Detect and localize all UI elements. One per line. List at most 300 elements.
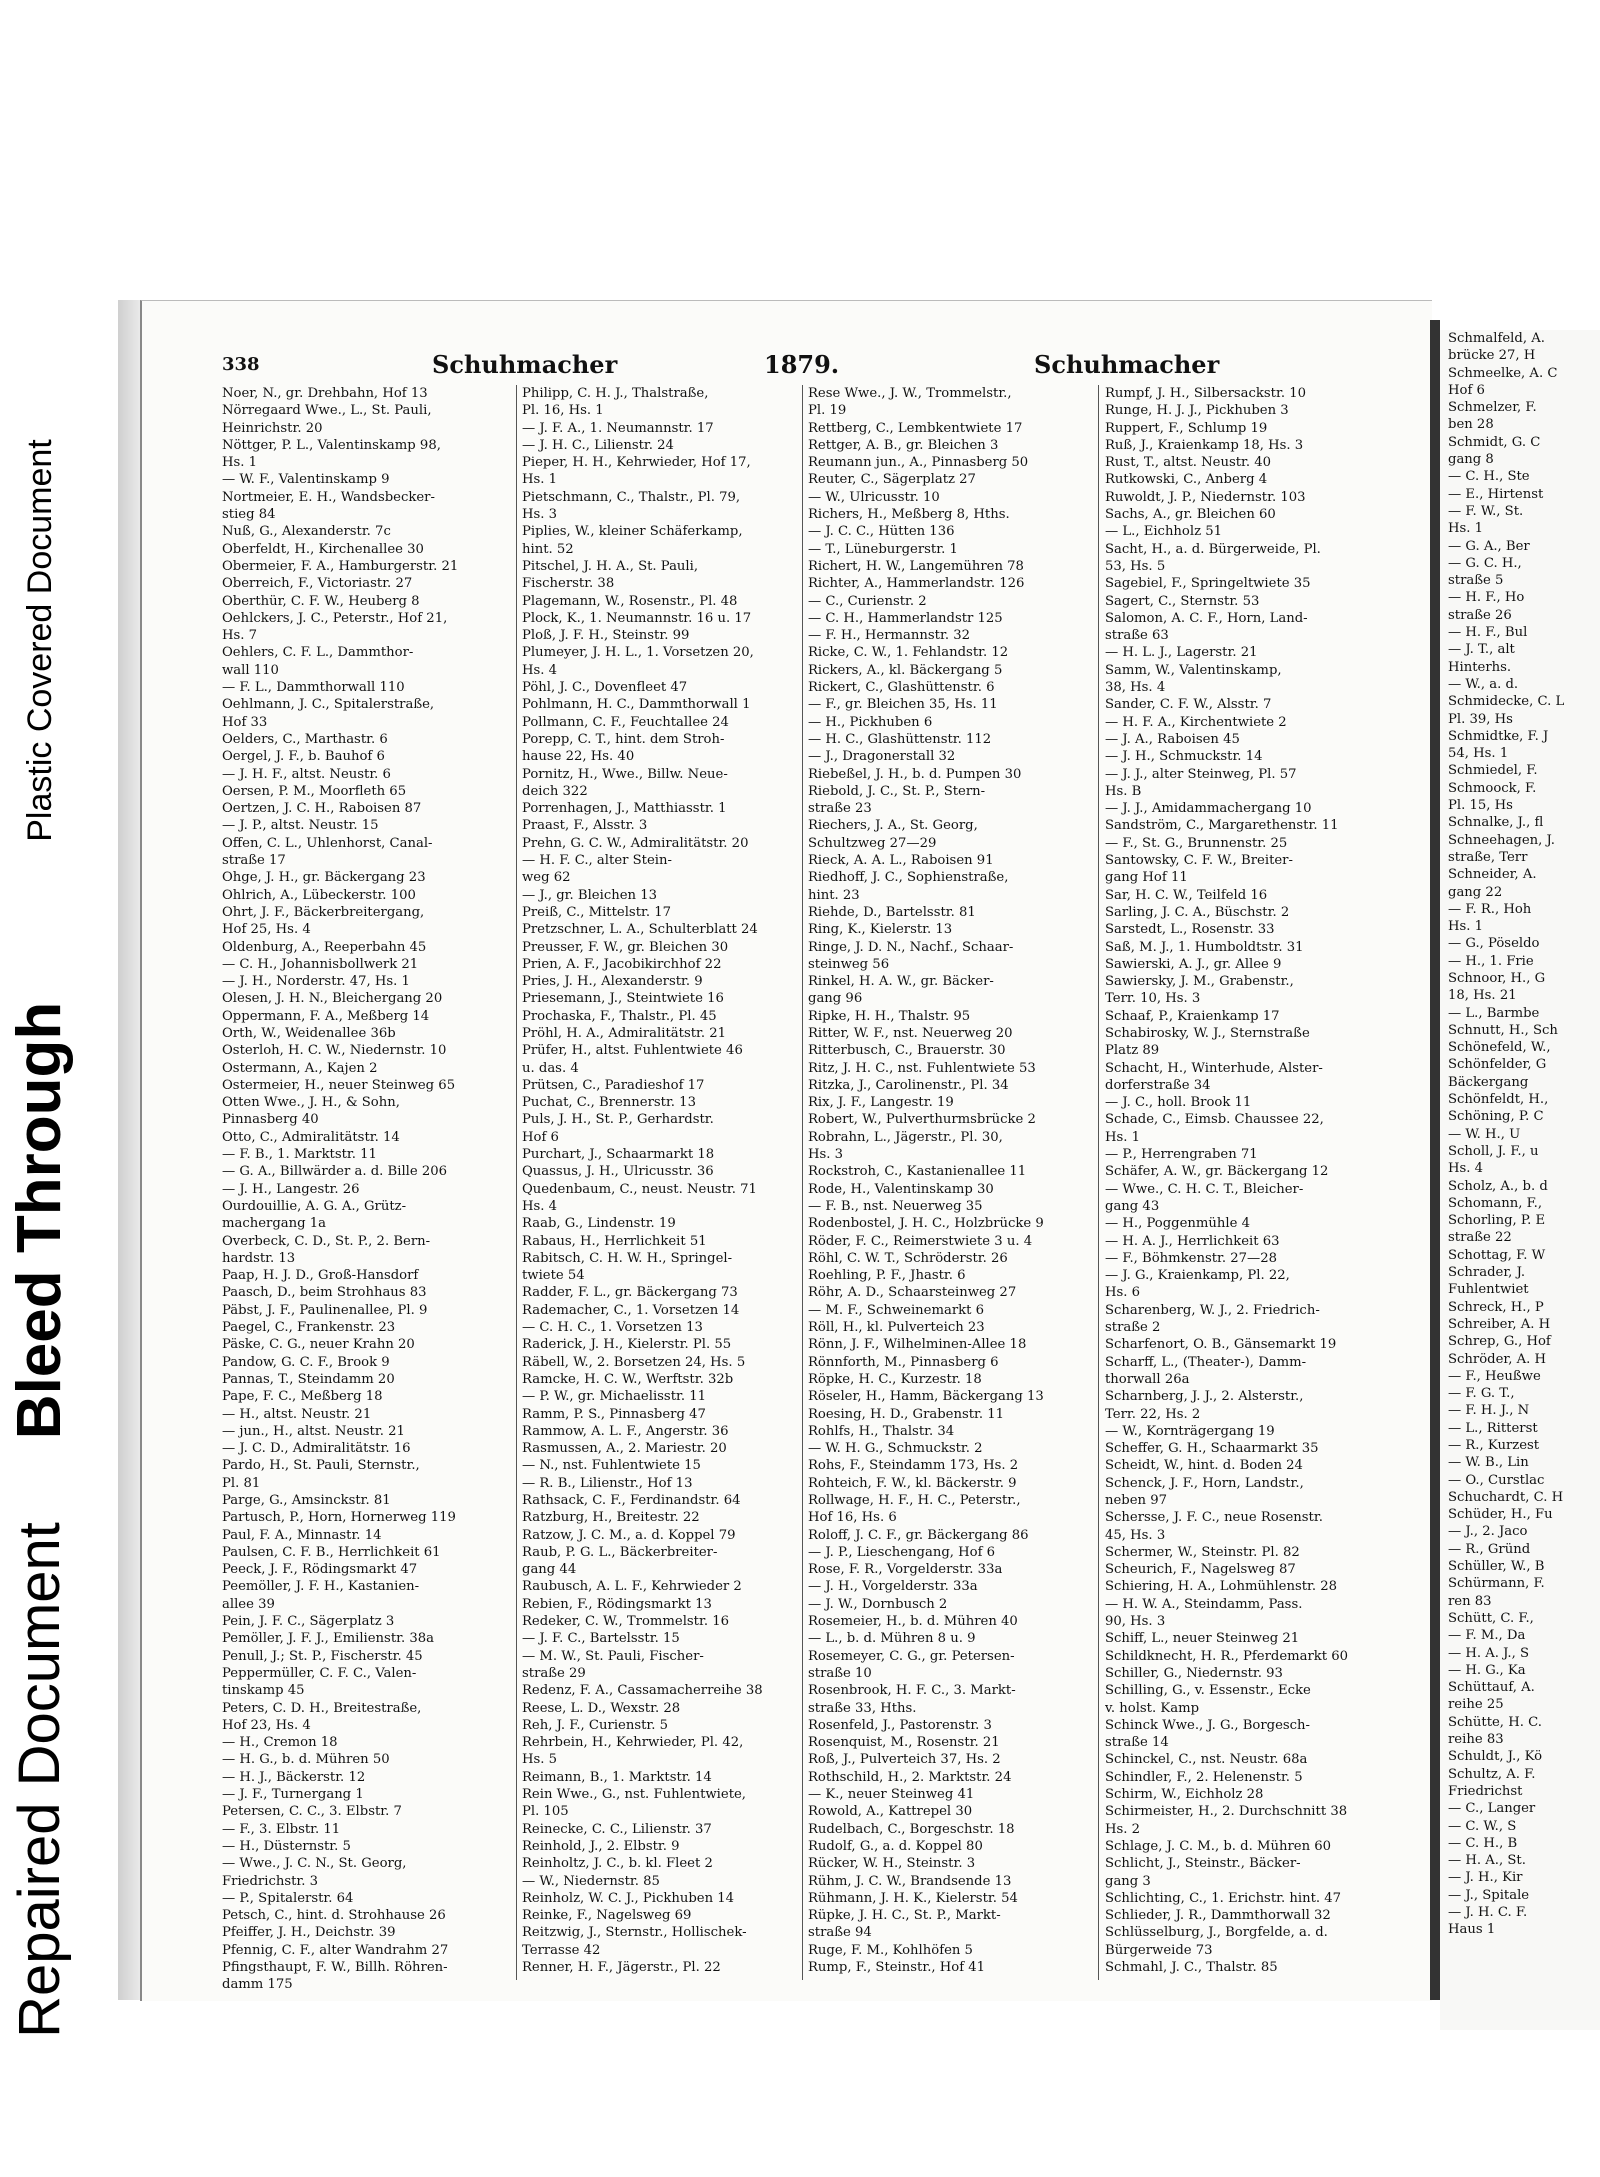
directory-entry: Schirmeister, H., 2. Durchschnitt 38 xyxy=(1105,1804,1348,1820)
directory-entry: Röhl, C. W. T., Schröderstr. 26 xyxy=(808,1250,1008,1266)
directory-entry: — L., b. d. Mühren 8 u. 9 xyxy=(808,1631,976,1647)
directory-entry: Oppermann, F. A., Meßberg 14 xyxy=(222,1008,430,1024)
directory-entry: Pohlmann, H. C., Dammthorwall 1 xyxy=(522,697,751,713)
directory-entry: Ohrt, J. F., Bäckerbreitergang, xyxy=(222,904,425,920)
directory-entry: Rothschild, H., 2. Marktstr. 24 xyxy=(808,1769,1012,1785)
directory-entry-fragment: — C. H., Ste xyxy=(1448,469,1530,485)
directory-entry: Plock, K., 1. Neumannstr. 16 u. 17 xyxy=(522,610,752,626)
directory-entry: Rickers, A., kl. Bäckergang 5 xyxy=(808,662,1003,678)
directory-entry: Hs. 4 xyxy=(522,1198,558,1214)
directory-entry: Pardo, H., St. Pauli, Sternstr., xyxy=(222,1458,420,1474)
directory-entry: Sacht, H., a. d. Bürgerweide, Pl. xyxy=(1105,541,1321,557)
directory-entry: Raab, G., Lindenstr. 19 xyxy=(522,1216,676,1232)
directory-entry: Terr. 22, Hs. 2 xyxy=(1105,1406,1201,1422)
directory-entry: — P., Herrengraben 71 xyxy=(1105,1147,1258,1163)
directory-entry-fragment: — E., Hirtenst xyxy=(1448,486,1544,502)
directory-entry: — P., Spitalerstr. 64 xyxy=(222,1890,354,1906)
directory-entry: Petsch, C., hint. d. Strohhause 26 xyxy=(222,1908,446,1924)
directory-entry: Rönn, J. F., Wilhelminen-Allee 18 xyxy=(808,1337,1027,1353)
directory-entry-fragment: Schmeelke, A. C xyxy=(1448,365,1558,381)
directory-entry: Rust, T., altst. Neustr. 40 xyxy=(1105,455,1272,471)
directory-entry: Pieper, H. H., Kehrwieder, Hof 17, xyxy=(522,455,751,471)
directory-entry: straße 94 xyxy=(808,1925,872,1941)
directory-entry: Noer, N., gr. Drehbahn, Hof 13 xyxy=(222,386,428,401)
directory-entry: Rinkel, H. A. W., gr. Bäcker- xyxy=(808,974,994,990)
directory-entry: Roesing, H. D., Grabenstr. 11 xyxy=(808,1406,1005,1422)
directory-entry-fragment: — H. A., St. xyxy=(1448,1853,1526,1869)
directory-entry: Rieck, A. A. L., Raboisen 91 xyxy=(808,853,994,869)
directory-entry-fragment: Schuldt, J., Kö xyxy=(1448,1749,1543,1765)
directory-entry: Hof 33 xyxy=(222,714,268,730)
directory-entry: straße 2 xyxy=(1105,1320,1161,1336)
directory-entry: — W., Niedernstr. 85 xyxy=(522,1873,660,1889)
directory-entry-fragment: Schrep, G., Hof xyxy=(1448,1334,1551,1350)
directory-entry: Reh, J. F., Curienstr. 5 xyxy=(522,1717,669,1733)
directory-entry-fragment: Hs. 4 xyxy=(1448,1161,1484,1177)
directory-entry: Oehlmann, J. C., Spitalerstraße, xyxy=(222,697,435,713)
directory-entry: Riebeßel, J. H., b. d. Pumpen 30 xyxy=(808,766,1022,782)
directory-entry-fragment: — J., Spitale xyxy=(1448,1887,1530,1903)
directory-entry-fragment: Schürmann, F. xyxy=(1448,1576,1545,1592)
directory-entry: Overbeck, C. D., St. P., 2. Bern- xyxy=(222,1233,431,1249)
directory-entry: — W., Ulricusstr. 10 xyxy=(808,489,940,505)
directory-entry: Rump, F., Steinstr., Hof 41 xyxy=(808,1960,986,1976)
header-title-left: Schuhmacher xyxy=(432,350,618,379)
directory-entry-fragment: straße 22 xyxy=(1448,1230,1512,1246)
directory-entry: Rönnforth, M., Pinnasberg 6 xyxy=(808,1354,999,1370)
directory-entry: Rabitsch, C. H. W. H., Springel- xyxy=(522,1250,733,1266)
directory-entry: Hof 16, Hs. 6 xyxy=(808,1510,897,1526)
directory-entry: — jun., H., altst. Neustr. 21 xyxy=(222,1423,405,1439)
directory-entry: Roloff, J. C. F., gr. Bäckergang 86 xyxy=(808,1527,1029,1543)
directory-entry-fragment: — C. W., S xyxy=(1448,1818,1517,1834)
directory-entry-fragment: — O., Curstlac xyxy=(1448,1472,1545,1488)
bleed-through-label: Bleed Through xyxy=(5,1001,75,1439)
directory-entry: 45, Hs. 3 xyxy=(1105,1527,1166,1543)
directory-entry: Sachs, A., gr. Bleichen 60 xyxy=(1105,507,1276,523)
directory-entry: gang 44 xyxy=(522,1562,577,1578)
directory-entry: Rudelbach, C., Borgeschstr. 18 xyxy=(808,1821,1015,1837)
directory-entry: Riehde, D., Bartelsstr. 81 xyxy=(808,904,976,920)
directory-entry: Sarstedt, L., Rosenstr. 33 xyxy=(1105,922,1275,938)
directory-column-2 xyxy=(522,385,817,1976)
directory-entry: Nörregaard Wwe., L., St. Pauli, xyxy=(222,403,432,419)
directory-entry: Nortmeier, E. H., Wandsbecker- xyxy=(222,489,435,505)
directory-entry: Rücker, W. H., Steinstr. 3 xyxy=(808,1856,976,1872)
directory-entry: — J. C. D., Admiralitätstr. 16 xyxy=(222,1441,411,1457)
directory-entry: Terrasse 42 xyxy=(522,1942,601,1958)
directory-entry: Rohteich, F. W., kl. Bäckerstr. 9 xyxy=(808,1475,1017,1491)
directory-entry-fragment: — C., Langer xyxy=(1448,1801,1536,1817)
directory-entry: Schade, C., Eimsb. Chaussee 22, xyxy=(1105,1112,1324,1128)
directory-entry: — P. W., gr. Michaelisstr. 11 xyxy=(522,1389,707,1405)
directory-entry: Prüfer, H., altst. Fuhlentwiete 46 xyxy=(522,1043,743,1059)
directory-entry-fragment: 18, Hs. 21 xyxy=(1448,988,1517,1004)
directory-entry: Purchart, J., Schaarmarkt 18 xyxy=(522,1147,715,1163)
directory-entry: — H. F. C., alter Stein- xyxy=(522,853,672,869)
directory-entry: Sander, C. F. W., Alsstr. 7 xyxy=(1105,697,1272,713)
directory-entry: Scheurich, F., Nagelsweg 87 xyxy=(1105,1562,1296,1578)
directory-entry: Pl. 19 xyxy=(808,403,847,419)
directory-entry: Pfennig, C. F., alter Wandrahm 27 xyxy=(222,1942,449,1958)
directory-entry: Schultzweg 27—29 xyxy=(808,835,937,851)
directory-entry: Rosenquist, M., Rosenstr. 21 xyxy=(808,1735,1000,1751)
directory-entry-fragment: — H. F., Bul xyxy=(1448,625,1528,641)
directory-entry-fragment: Schmiedel, F. xyxy=(1448,763,1538,779)
directory-entry: Sarling, J. C. A., Büschstr. 2 xyxy=(1105,904,1290,920)
directory-entry: Ritz, J. H. C., nst. Fuhlentwiete 53 xyxy=(808,1060,1036,1076)
directory-entry: — F., 3. Elbstr. 11 xyxy=(222,1821,341,1837)
directory-entry: Scheidt, W., hint. d. Boden 24 xyxy=(1105,1458,1303,1474)
directory-entry: Praast, F., Alsstr. 3 xyxy=(522,818,648,834)
directory-entry: Roehling, P. F., Jhastr. 6 xyxy=(808,1268,966,1284)
directory-entry-fragment: — W. B., Lin xyxy=(1448,1455,1529,1471)
directory-entry-fragment: — G. C. H., xyxy=(1448,555,1522,571)
directory-entry: Oehlers, C. F. L., Dammthor- xyxy=(222,645,414,661)
directory-entry: — C. H. C., 1. Vorsetzen 13 xyxy=(522,1320,703,1336)
directory-entry: Rudolf, G., a. d. Koppel 80 xyxy=(808,1838,983,1854)
directory-entry-fragment: — G., Pöseldo xyxy=(1448,936,1540,952)
directory-entry: — J. H., Vorgelderstr. 33a xyxy=(808,1579,978,1595)
directory-entry: Rese Wwe., J. W., Trommelstr., xyxy=(808,386,1012,401)
directory-entry: Pollmann, C. F., Feuchtallee 24 xyxy=(522,714,729,730)
directory-entry: gang Hof 11 xyxy=(1105,870,1188,886)
directory-entry-fragment: straße, Terr xyxy=(1448,849,1528,865)
directory-entry-fragment: — F. W., St. xyxy=(1448,503,1524,519)
directory-entry: Ringe, J. D. N., Nachf., Schaar- xyxy=(808,939,1014,955)
directory-entry: Paul, F. A., Minnastr. 14 xyxy=(222,1527,382,1543)
directory-entry: Oelders, C., Marthastr. 6 xyxy=(222,731,388,747)
page-gutter xyxy=(1430,320,1440,2000)
directory-entry: Osterloh, H. C. W., Niedernstr. 10 xyxy=(222,1043,447,1059)
directory-entry-fragment: Hs. 1 xyxy=(1448,919,1484,935)
directory-entry: Paap, H. J. D., Groß-Hansdorf xyxy=(222,1268,419,1284)
directory-entry-fragment: Hinterhs. xyxy=(1448,659,1512,675)
directory-entry: Pfeiffer, J. H., Deichstr. 39 xyxy=(222,1925,396,1941)
directory-entry: Friedrichstr. 3 xyxy=(222,1873,319,1889)
directory-entry: machergang 1a xyxy=(222,1216,327,1232)
directory-entry: Paegel, C., Frankenstr. 23 xyxy=(222,1320,396,1336)
directory-entry: Pandow, G. C. F., Brook 9 xyxy=(222,1354,390,1370)
directory-entry: Platz 89 xyxy=(1105,1043,1160,1059)
directory-entry: Schenck, J. F., Horn, Landstr., xyxy=(1105,1475,1304,1491)
directory-entry: Pein, J. F. C., Sägerplatz 3 xyxy=(222,1614,395,1630)
directory-entry: straße 14 xyxy=(1105,1735,1169,1751)
directory-entry: — J. P., altst. Neustr. 15 xyxy=(222,818,379,834)
directory-entry: Schiller, G., Niedernstr. 93 xyxy=(1105,1665,1283,1681)
repaired-document-label: Repaired Document xyxy=(7,1522,73,2038)
directory-entry: thorwall 26a xyxy=(1105,1371,1190,1387)
directory-entry: neben 97 xyxy=(1105,1493,1168,1508)
directory-entry: Otten Wwe., J. H., & Sohn, xyxy=(222,1095,400,1111)
directory-entry: Pl. 105 xyxy=(522,1804,569,1820)
header-title-right: Schuhmacher xyxy=(1034,350,1220,379)
directory-entry-fragment: — W. H., U xyxy=(1448,1126,1521,1142)
directory-entry: Sagert, C., Sternstr. 53 xyxy=(1105,593,1260,609)
directory-entry-fragment: reihe 25 xyxy=(1448,1697,1504,1713)
directory-entry-fragment: — G. A., Ber xyxy=(1448,538,1530,554)
directory-entry: gang 3 xyxy=(1105,1873,1151,1889)
directory-entry: Quedenbaum, C., neust. Neustr. 71 xyxy=(522,1181,757,1197)
directory-entry: — Wwe., C. H. C. T., Bleicher- xyxy=(1105,1181,1304,1197)
directory-entry: Pries, J. H., Alexanderstr. 9 xyxy=(522,974,703,990)
directory-entry: Rosenbrook, H. F. C., 3. Markt- xyxy=(808,1683,1016,1699)
directory-entry: Prochaska, F., Thalstr., Pl. 45 xyxy=(522,1008,717,1024)
directory-entry-fragment: — J., 2. Jaco xyxy=(1448,1524,1528,1540)
directory-entry: Schilling, G., v. Essenstr., Ecke xyxy=(1105,1683,1311,1699)
directory-entry: — N., nst. Fuhlentwiete 15 xyxy=(522,1458,701,1474)
directory-entry: Reinholz, W. C. J., Pickhuben 14 xyxy=(522,1890,735,1906)
directory-entry-fragment: — H. G., Ka xyxy=(1448,1662,1526,1678)
directory-entry: — J. W., Dornbusch 2 xyxy=(808,1596,948,1612)
directory-entry: — J. A., Raboisen 45 xyxy=(1105,731,1240,747)
directory-entry: Ruppert, F., Schlump 19 xyxy=(1105,420,1268,436)
directory-entry: weg 62 xyxy=(522,870,571,886)
directory-entry-fragment: Scholl, J. F., u xyxy=(1448,1143,1539,1159)
directory-entry: Rühm, J. C. W., Brandsende 13 xyxy=(808,1873,1012,1889)
directory-entry: 90, Hs. 3 xyxy=(1105,1614,1166,1630)
directory-entry-fragment: 54, Hs. 1 xyxy=(1448,746,1509,762)
directory-entry: Rowold, A., Kattrepel 30 xyxy=(808,1804,973,1820)
directory-entry: Ring, K., Kielerstr. 13 xyxy=(808,922,953,938)
directory-entry: v. holst. Kamp xyxy=(1105,1700,1200,1716)
directory-entry: — H., Poggenmühle 4 xyxy=(1105,1216,1251,1232)
directory-entry: 38, Hs. 4 xyxy=(1105,680,1166,696)
directory-entry: Oberthür, C. F. W., Heuberg 8 xyxy=(222,593,420,609)
directory-entry: — M. W., St. Pauli, Fischer- xyxy=(522,1648,704,1664)
directory-entry: — J. P., Lieschengang, Hof 6 xyxy=(808,1544,996,1560)
directory-entry: Oertzen, J. C. H., Raboisen 87 xyxy=(222,801,422,817)
directory-entry: Rathsack, C. F., Ferdinandstr. 64 xyxy=(522,1493,741,1508)
directory-entry: — R. B., Lilienstr., Hof 13 xyxy=(522,1475,693,1491)
directory-entry: Pfingsthaupt, F. W., Billh. Röhren- xyxy=(222,1960,448,1976)
directory-entry: Ramm, P. S., Pinnasberg 47 xyxy=(522,1406,706,1422)
directory-entry: Ritzka, J., Carolinenstr., Pl. 34 xyxy=(808,1077,1009,1093)
directory-entry: Rademacher, C., 1. Vorsetzen 14 xyxy=(522,1302,740,1318)
directory-entry-fragment: Schmalfeld, A. xyxy=(1448,331,1545,346)
directory-entry-fragment: — F. H. J., N xyxy=(1448,1403,1530,1419)
directory-entry: Reese, L. D., Wexstr. 28 xyxy=(522,1700,681,1716)
directory-entry: Rohlfs, H., Thalstr. 34 xyxy=(808,1423,955,1439)
directory-entry: Rettger, A. B., gr. Bleichen 3 xyxy=(808,437,999,453)
directory-entry: Priesemann, J., Steintwiete 16 xyxy=(522,991,724,1007)
directory-entry: stieg 84 xyxy=(222,507,276,523)
directory-entry: tinskamp 45 xyxy=(222,1683,305,1699)
directory-entry: Oberfeldt, H., Kirchenallee 30 xyxy=(222,541,424,557)
directory-entry-fragment: Schnutt, H., Sch xyxy=(1448,1022,1558,1038)
directory-entry: straße 17 xyxy=(222,853,286,869)
directory-entry-fragment: gang 22 xyxy=(1448,884,1503,900)
directory-entry-fragment: Haus 1 xyxy=(1448,1922,1496,1938)
page-header xyxy=(222,350,1422,380)
directory-column-4 xyxy=(1105,385,1400,1976)
directory-entry: Orth, W., Weidenallee 36b xyxy=(222,1025,396,1041)
directory-entry: Schlichting, C., 1. Erichstr. hint. 47 xyxy=(1105,1890,1342,1906)
directory-entry: Röhr, A. D., Schaarsteinweg 27 xyxy=(808,1285,1017,1301)
directory-entry: — H. J., Bäckerstr. 12 xyxy=(222,1769,366,1785)
directory-entry: damm 175 xyxy=(222,1977,293,1993)
directory-entry: — W., Kornträgergang 19 xyxy=(1105,1423,1275,1439)
directory-entry: — F. B., 1. Marktstr. 11 xyxy=(222,1147,377,1163)
directory-entry: Pl. 81 xyxy=(222,1475,261,1491)
directory-entry: Nöttger, P. L., Valentinskamp 98, xyxy=(222,437,441,453)
directory-entry: — H., Pickhuben 6 xyxy=(808,714,933,730)
directory-entry: Puchat, C., Brennerstr. 13 xyxy=(522,1095,696,1111)
directory-entry-fragment: Schultz, A. F. xyxy=(1448,1766,1536,1782)
directory-entry: Schinck Wwe., J. G., Borgesch- xyxy=(1105,1717,1310,1733)
directory-entry: — H. L. J., Lagerstr. 21 xyxy=(1105,645,1258,661)
directory-entry: Reimann, B., 1. Marktstr. 14 xyxy=(522,1769,712,1785)
directory-entry-fragment: — F., Heußwe xyxy=(1448,1368,1541,1384)
directory-entry: Redeker, C. W., Trommelstr. 16 xyxy=(522,1614,729,1630)
directory-entry-fragment: straße 5 xyxy=(1448,573,1504,589)
directory-entry: Scharnberg, J. J., 2. Alsterstr., xyxy=(1105,1389,1304,1405)
directory-entry: — J., gr. Bleichen 13 xyxy=(522,887,657,903)
directory-entry: Porepp, C. T., hint. dem Stroh- xyxy=(522,731,725,747)
directory-entry: Ritterbusch, C., Brauerstr. 30 xyxy=(808,1043,1006,1059)
directory-entry-fragment: Schütt, C. F., xyxy=(1448,1610,1534,1626)
directory-entry: Rodenbostel, J. H. C., Holzbrücke 9 xyxy=(808,1216,1044,1232)
directory-entry-fragment: Schmidecke, C. L xyxy=(1448,694,1565,710)
directory-entry-fragment: — L., Barmbe xyxy=(1448,1005,1540,1021)
directory-entry: Bürgerweide 73 xyxy=(1105,1942,1213,1958)
directory-column-1 xyxy=(222,385,517,1994)
directory-entry: Scharfenort, O. B., Gänsemarkt 19 xyxy=(1105,1337,1337,1353)
directory-entry: hardstr. 13 xyxy=(222,1250,296,1266)
directory-entry: Hs. 6 xyxy=(1105,1285,1141,1301)
directory-entry-fragment: Schuchardt, C. H xyxy=(1448,1489,1564,1505)
directory-entry: Fischerstr. 38 xyxy=(522,576,615,592)
directory-entry: Pl. 16, Hs. 1 xyxy=(522,403,604,419)
directory-entry: Päske, C. G., neuer Krahn 20 xyxy=(222,1337,415,1353)
column-divider xyxy=(516,385,517,1980)
directory-entry: straße 33, Hths. xyxy=(808,1700,917,1716)
directory-entry: 53, Hs. 5 xyxy=(1105,558,1166,574)
directory-entry: Peppermüller, C. F. C., Valen- xyxy=(222,1665,417,1681)
directory-entry: Samm, W., Valentinskamp, xyxy=(1105,662,1282,678)
directory-entry-fragment: Schöning, P. C xyxy=(1448,1109,1544,1125)
directory-entry: — W. H. G., Schmuckstr. 2 xyxy=(808,1441,983,1457)
page-number: 338 xyxy=(222,354,260,375)
directory-entry: Olesen, J. H. N., Bleichergang 20 xyxy=(222,991,443,1007)
directory-entry: Schirm, W., Eichholz 28 xyxy=(1105,1787,1264,1803)
directory-entry: — F. L., Dammthorwall 110 xyxy=(222,680,405,696)
directory-entry: Preusser, F. W., gr. Bleichen 30 xyxy=(522,939,729,955)
directory-entry: Redenz, F. A., Cassamacherreihe 38 xyxy=(522,1683,763,1699)
directory-entry-fragment: Schorling, P. E xyxy=(1448,1213,1546,1229)
directory-entry: Schiering, H. A., Lohmühlenstr. 28 xyxy=(1105,1579,1338,1595)
directory-entry: Scharenberg, W. J., 2. Friedrich- xyxy=(1105,1302,1320,1318)
directory-entry: Rüpke, J. H. C., St. P., Markt- xyxy=(808,1908,1001,1924)
directory-entry: straße 23 xyxy=(808,801,872,817)
directory-entry: Ostermann, A., Kajen 2 xyxy=(222,1060,378,1076)
directory-entry: Ruß, J., Kraienkamp 18, Hs. 3 xyxy=(1105,437,1304,453)
directory-entry-fragment: — F. G. T., xyxy=(1448,1386,1515,1402)
directory-entry: Hs. 1 xyxy=(1105,1129,1141,1145)
directory-entry: Rumpf, J. H., Silbersackstr. 10 xyxy=(1105,386,1306,401)
directory-entry: Rohs, F., Steindamm 173, Hs. 2 xyxy=(808,1458,1019,1474)
directory-entry: Offen, C. L., Uhlenhorst, Canal- xyxy=(222,835,433,851)
directory-entry: — F., St. G., Brunnenstr. 25 xyxy=(1105,835,1288,851)
column-divider xyxy=(1098,385,1099,1980)
directory-entry: Rosemeier, H., b. d. Mühren 40 xyxy=(808,1614,1018,1630)
directory-entry: Pitschel, J. H. A., St. Pauli, xyxy=(522,558,699,574)
directory-entry: Röll, H., kl. Pulverteich 23 xyxy=(808,1320,985,1336)
directory-entry: Schildknecht, H. R., Pferdemarkt 60 xyxy=(1105,1648,1349,1664)
directory-entry: — J. G., Kraienkamp, Pl. 22, xyxy=(1105,1268,1290,1284)
directory-entry: — J. H., Langestr. 26 xyxy=(222,1181,360,1197)
directory-entry: Hs. 2 xyxy=(1105,1821,1141,1837)
directory-entry: Sagebiel, F., Springeltwiete 35 xyxy=(1105,576,1311,592)
directory-entry: Saß, M. J., 1. Humboldtstr. 31 xyxy=(1105,939,1304,955)
directory-entry: Röder, F. C., Reimerstwiete 3 u. 4 xyxy=(808,1233,1033,1249)
directory-entry: straße 63 xyxy=(1105,628,1169,644)
directory-entry: Richter, A., Hammerlandstr. 126 xyxy=(808,576,1025,592)
directory-entry: Reinecke, C. C., Lilienstr. 37 xyxy=(522,1821,712,1837)
directory-entry-fragment: Hs. 1 xyxy=(1448,521,1484,537)
directory-entry: Peemöller, J. F. H., Kastanien- xyxy=(222,1579,420,1595)
adjacent-page-fragment xyxy=(1440,330,1600,2030)
directory-entry-fragment: Hof 6 xyxy=(1448,382,1485,398)
directory-entry: Rettberg, C., Lembkentwiete 17 xyxy=(808,420,1023,436)
directory-entry: Penull, J.; St. P., Fischerstr. 45 xyxy=(222,1648,423,1664)
directory-entry: — J. C. C., Hütten 136 xyxy=(808,524,955,540)
directory-entry: Oehlckers, J. C., Peterstr., Hof 21, xyxy=(222,610,448,626)
directory-entry: Oergel, J. F., b. Bauhof 6 xyxy=(222,749,385,765)
directory-entry: Heinrichstr. 20 xyxy=(222,420,323,436)
directory-entry: Rein Wwe., G., nst. Fuhlentwiete, xyxy=(522,1787,747,1803)
directory-entry-fragment: Schönfelder, G xyxy=(1448,1057,1547,1073)
directory-entry: Oldenburg, A., Reeperbahn 45 xyxy=(222,939,427,955)
directory-entry: Rollwage, H. F., H. C., Peterstr., xyxy=(808,1493,1021,1508)
directory-entry-fragment: Schrader, J. xyxy=(1448,1265,1526,1281)
directory-entry-fragment: Schütte, H. C. xyxy=(1448,1714,1542,1730)
directory-entry: Ohge, J. H., gr. Bäckergang 23 xyxy=(222,870,426,886)
directory-entry: — C., Curienstr. 2 xyxy=(808,593,927,609)
directory-entry: straße 10 xyxy=(808,1665,872,1681)
directory-entry: — L., Eichholz 51 xyxy=(1105,524,1223,540)
directory-entry: — G. A., Billwärder a. d. Bille 206 xyxy=(222,1164,448,1180)
directory-entry: Schinckel, C., nst. Neustr. 68a xyxy=(1105,1752,1308,1768)
directory-entry: Raderick, J. H., Kielerstr. Pl. 55 xyxy=(522,1337,732,1353)
directory-entry: Oersen, P. M., Moorfleth 65 xyxy=(222,783,407,799)
directory-entry: Raub, P. G. L., Bäckerbreiter- xyxy=(522,1544,718,1560)
directory-entry-fragment: — F. R., Hoh xyxy=(1448,901,1532,917)
directory-entry: straße 29 xyxy=(522,1665,586,1681)
directory-entry: — H. W. A., Steindamm, Pass. xyxy=(1105,1596,1303,1612)
directory-entry-fragment: Bäckergang xyxy=(1448,1074,1529,1090)
directory-entry: hint. 52 xyxy=(522,541,574,557)
directory-entry: Hs. 1 xyxy=(222,455,258,471)
plastic-covered-label: Plastic Covered Document xyxy=(20,438,59,842)
directory-entry-fragment: brücke 27, H xyxy=(1448,348,1536,364)
directory-entry: Rix, J. F., Langestr. 19 xyxy=(808,1095,954,1111)
directory-entry: Schermer, W., Steinstr. Pl. 82 xyxy=(1105,1544,1300,1560)
directory-entry: Pöhl, J. C., Dovenfleet 47 xyxy=(522,680,688,696)
directory-entry: — K., neuer Steinweg 41 xyxy=(808,1787,975,1803)
directory-entry: Rosemeyer, C. G., gr. Petersen- xyxy=(808,1648,1015,1664)
directory-entry-fragment: — C. H., B xyxy=(1448,1835,1518,1851)
directory-entry: — J., Dragonerstall 32 xyxy=(808,749,956,765)
directory-entry: Prehn, G. C. W., Admiralitätstr. 20 xyxy=(522,835,749,851)
directory-entry: Ruwoldt, J. P., Niedernstr. 103 xyxy=(1105,489,1306,505)
directory-entry: Hof 23, Hs. 4 xyxy=(222,1717,311,1733)
directory-entry-fragment: Schüller, W., B xyxy=(1448,1559,1545,1575)
directory-entry: Röseler, H., Hamm, Bäckergang 13 xyxy=(808,1389,1044,1405)
directory-entry: Paulsen, C. F. B., Herrlichkeit 61 xyxy=(222,1544,441,1560)
directory-entry-fragment: — H. A. J., S xyxy=(1448,1645,1530,1661)
directory-entry: twiete 54 xyxy=(522,1268,585,1284)
